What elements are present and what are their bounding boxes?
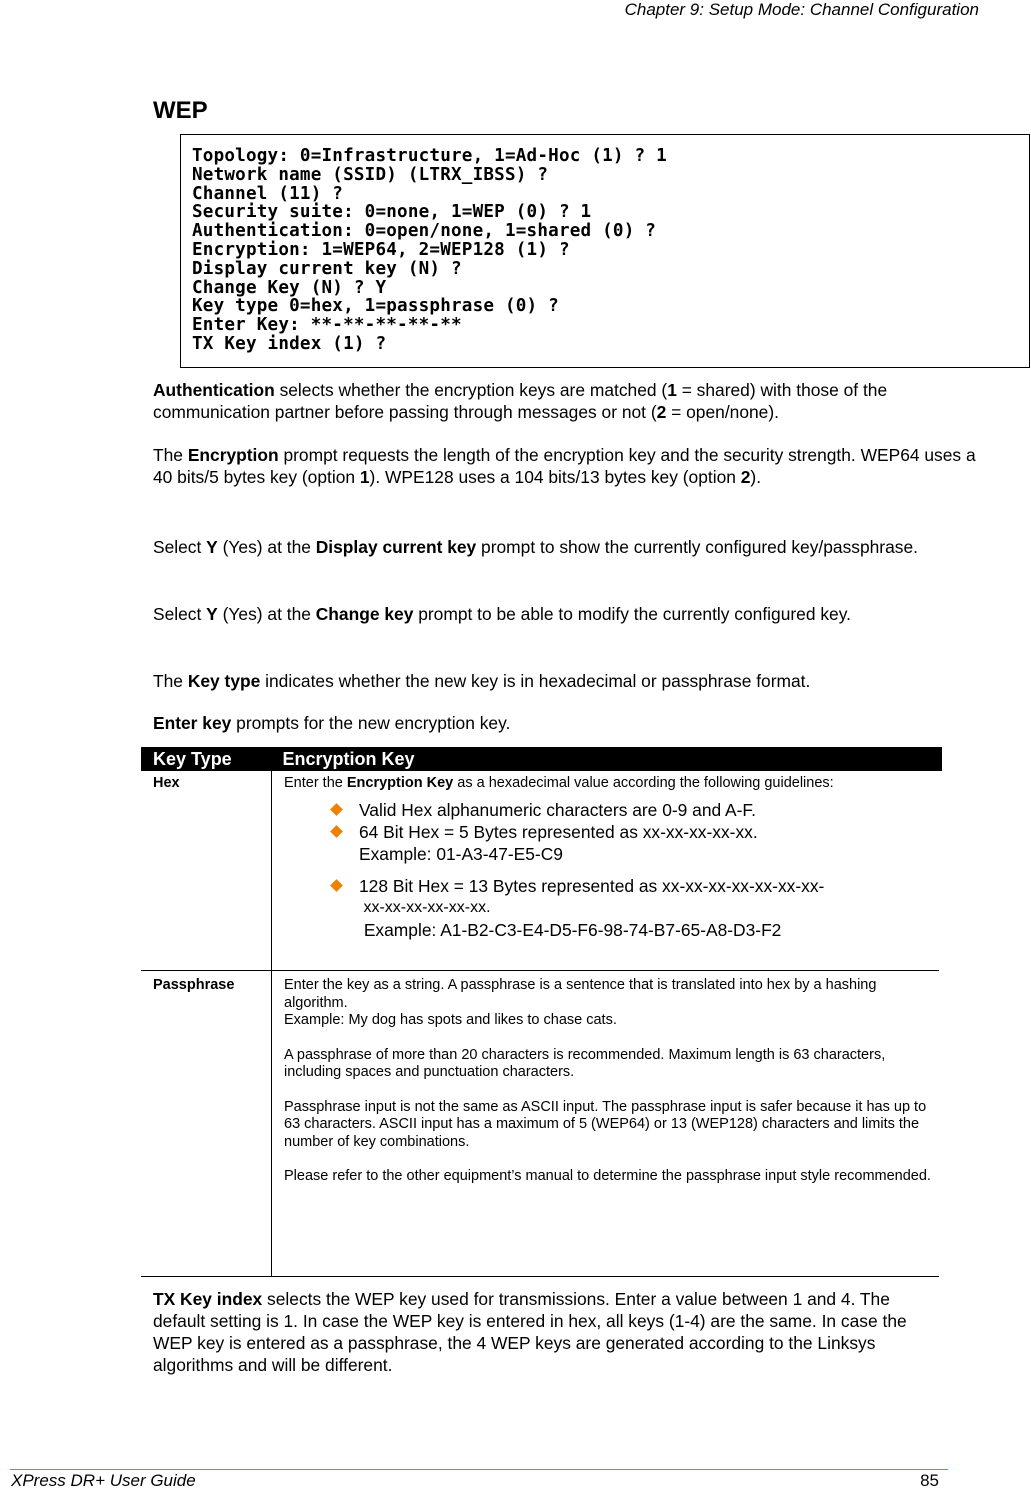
page-number: 85 [920,1471,939,1490]
list-item: Valid Hex alphanumeric characters are 0-9 and A-F. [284,799,939,821]
table-header-key-type: Key Type [141,747,272,771]
table-header-encryption-key: Encryption Key [272,747,940,771]
list-item: 64 Bit Hex = 5 Bytes represented as xx-xx-xx-xx-xx. Example: 01-A3-47-E5-C9 [284,821,939,865]
terminal-line: TX Key index (1) ? [192,333,387,354]
diamond-bullet-icon [330,879,343,892]
change-key-paragraph: Select Y (Yes) at the Change key prompt to be able to modify the currently configured key. [153,604,851,624]
footer-divider [10,1469,948,1470]
hex-intro: Enter the Encryption Key as a hexadecimal value according the following guidelines: [284,775,834,791]
section-title: WEP [153,97,208,124]
encryption-paragraph: The Encryption prompt requests the length of the encryption key and the security strength. WEP64 uses a 40 bits/5 bytes key (option 1). WPE128 uses a 104 bits/13 bytes key (option 2). [153,445,976,487]
terminal-line: Display current key (N) ? [192,258,462,279]
terminal-line: Topology: 0=Infrastructure, 1=Ad-Hoc (1) ? 1 [192,146,667,166]
terminal-line: Change Key (N) ? Y [192,277,387,298]
tx-key-index-paragraph: TX Key index selects the WEP key used for transmissions. Enter a value between 1 and 4. The default setting is 1. In case the WEP key is entered in hex, all keys (1-4) are the same. In case the WEP key is entered as a passphrase, the 4 WEP keys are generated according to the Linksys algorithms and will be different. [153,1289,907,1375]
encryption-key-table [141,747,942,1277]
chapter-header: Chapter 9: Setup Mode: Channel Configuration [624,0,979,19]
terminal-line: Network name (SSID) (LTRX_IBSS) ? [192,164,549,185]
key-type-cell: Passphrase [141,971,272,1277]
display-key-paragraph: Select Y (Yes) at the Display current key prompt to show the currently configured key/passphrase. [153,537,918,557]
table-row-passphrase [141,971,939,1277]
terminal-line: Encryption: 1=WEP64, 2=WEP128 (1) ? [192,239,570,260]
encryption-key-cell [272,771,940,971]
terminal-line: Security suite: 0=none, 1=WEP (0) ? 1 [192,202,592,223]
table-row-hex [141,771,939,971]
diamond-bullet-icon [330,825,343,838]
terminal-line: Channel (11) ? [192,183,344,204]
terminal-line: Enter Key: **-**-**-**-** [192,315,462,336]
hex-guidelines-list [284,799,939,941]
encryption-key-cell: Enter the key as a string. A passphrase is a sentence that is translated into hex by a hashing algorithm. Example: My dog has spots and likes to chase cats. A passphrase of more than 20 characters is recommended. Maximum length is 63 characters, including spaces and punctuation characters. Passphrase input is not the same as ASCII input. The passphrase input is safer because it has up to 63 characters. ASCII input has a maximum of 5 (WEP64) or 13 (WEP128) characters and limits the number of key combinations. Please refer to the other equipment’s manual to determine the passphrase input style recommended. [272,971,940,1277]
list-item: 128 Bit Hex = 13 Bytes represented as xx-xx-xx-xx-xx-xx-xx- xx-xx-xx-xx-xx-xx. Example: A1-B2-C3-E4-D5-F6-98-74-B7-65-A8-D3-F2 [284,875,939,941]
footer-title: XPress DR+ User Guide [11,1471,196,1490]
diamond-bullet-icon [330,803,343,816]
terminal-line: Authentication: 0=open/none, 1=shared (0) ? [192,221,657,242]
enter-key-paragraph: Enter key prompts for the new encryption key. [153,713,511,733]
authentication-paragraph: Authentication selects whether the encryption keys are matched (1 = shared) with those of the communication partner before passing through messages or not (2 = open/none). [153,380,888,422]
key-type-cell: Hex [141,771,272,971]
terminal-line: Key type 0=hex, 1=passphrase (0) ? [192,296,559,317]
terminal-screenshot [180,134,1030,368]
key-type-paragraph: The Key type indicates whether the new key is in hexadecimal or passphrase format. [153,671,811,691]
